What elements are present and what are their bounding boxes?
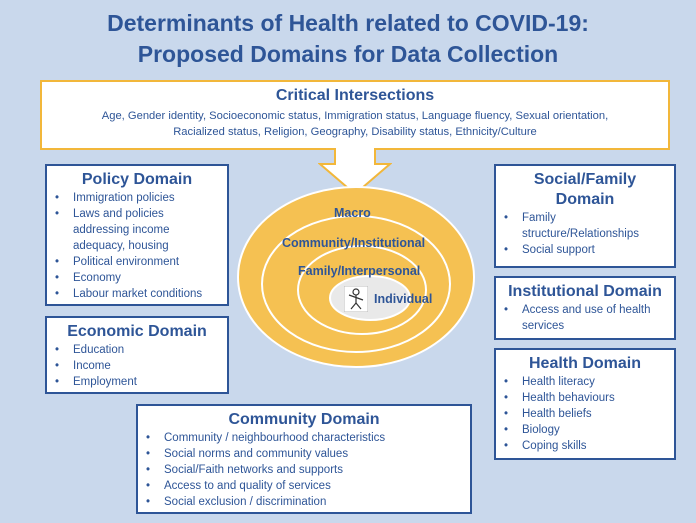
- person-figure-icon: [344, 286, 368, 312]
- critical-intersections-title: Critical Intersections: [275, 87, 435, 104]
- list-item: • Biology: [496, 422, 674, 438]
- ring-label-family: Family/Interpersonal: [298, 264, 421, 278]
- title-line-1: Determinants of Health related to COVID-19:: [107, 10, 589, 36]
- list-item: • Laws and policies: [47, 206, 227, 222]
- list-item: • Social exclusion / discrimination: [138, 494, 470, 510]
- list-item: • Education: [47, 342, 227, 358]
- list-item: • Employment: [47, 374, 227, 390]
- economic-domain-box: [45, 316, 229, 394]
- list-item: • Political environment: [47, 254, 227, 270]
- list-item: • Social norms and community values: [138, 446, 470, 462]
- list-item: [496, 318, 674, 334]
- list-item: • Health behaviours: [496, 390, 674, 406]
- social-family-domain-title-2: Domain: [555, 191, 615, 208]
- title-line-2: Proposed Domains for Data Collection: [137, 41, 559, 67]
- list-item: • Economy: [47, 270, 227, 286]
- institutional-domain-title: Institutional Domain: [508, 283, 662, 300]
- ring-label-individual: Individual: [374, 292, 433, 306]
- list-item: • Immigration policies: [47, 190, 227, 206]
- social-item-continued: structure/Relationships: [522, 228, 639, 240]
- social-family-domain-box: [494, 164, 676, 268]
- health-domain-box: [494, 348, 676, 460]
- ring-label-macro: Macro: [334, 206, 371, 220]
- community-domain-list: [138, 430, 470, 510]
- list-item: [47, 238, 227, 254]
- critical-intersections-box: [40, 80, 670, 150]
- community-domain-title: Community Domain: [228, 411, 380, 428]
- policy-domain-list: [47, 190, 227, 302]
- list-item: [47, 222, 227, 238]
- list-item: • Health beliefs: [496, 406, 674, 422]
- page-title: [0, 8, 696, 70]
- critical-intersections-line-2: Racialized status, Religion, Geography, Disability status, Ethnicity/Culture: [173, 126, 537, 138]
- institutional-item-continued: services: [522, 320, 565, 332]
- list-item: [496, 226, 674, 242]
- economic-domain-list: [47, 342, 227, 390]
- policy-domain-box: [45, 164, 229, 306]
- critical-intersections-line-1: Age, Gender identity, Socioeconomic status, Immigration status, Language fluency, Sexual orientation,: [101, 110, 609, 122]
- policy-item-continued: addressing income: [73, 224, 170, 236]
- list-item: • Access to and quality of services: [138, 478, 470, 494]
- list-item: • Coping skills: [496, 438, 674, 454]
- list-item: • Family: [496, 210, 674, 226]
- list-item: • Access and use of health: [496, 302, 674, 318]
- list-item: • Community / neighbourhood characteristics: [138, 430, 470, 446]
- ring-label-community: Community/Institutional: [282, 236, 426, 250]
- health-domain-list: [496, 374, 674, 454]
- economic-domain-title: Economic Domain: [67, 323, 207, 340]
- health-domain-title: Health Domain: [528, 355, 641, 372]
- list-item: • Income: [47, 358, 227, 374]
- policy-domain-title: Policy Domain: [81, 171, 193, 188]
- institutional-domain-box: [494, 276, 676, 340]
- institutional-domain-list: [496, 302, 674, 334]
- list-item: • Labour market conditions: [47, 286, 227, 302]
- list-item: • Social/Faith networks and supports: [138, 462, 470, 478]
- social-family-domain-list: [496, 210, 674, 258]
- list-item: • Social support: [496, 242, 674, 258]
- community-domain-box: [136, 404, 472, 514]
- social-family-domain-title-1: Social/Family: [533, 171, 637, 188]
- policy-item-continued-2: adequacy, housing: [73, 240, 169, 252]
- list-item: • Health literacy: [496, 374, 674, 390]
